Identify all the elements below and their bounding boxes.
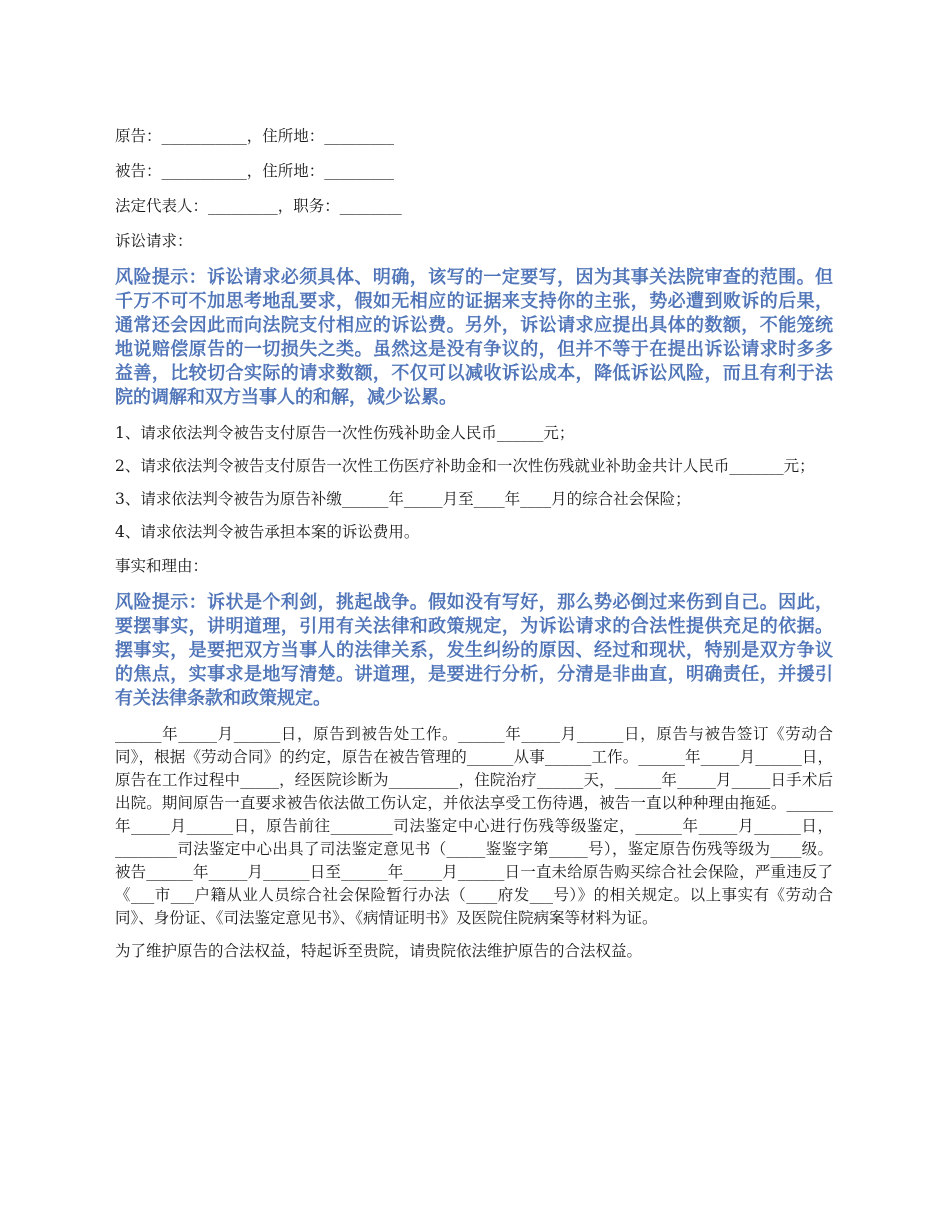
claim-item-4: 4、请求依法判令被告承担本案的诉讼费用。 [115,523,420,541]
claim-item-2: 2、请求依法判令被告支付原告一次性工伤医疗补助金和一次性伤残就业补助金共计人民币_______元； [115,457,815,475]
defendant-line: 被告：___________，住所地：_________ [115,162,395,180]
claim-item-1: 1、请求依法判令被告支付原告一次性伤残补助金人民币______元； [115,424,575,442]
closing-statement: 为了维护原告的合法权益，特起诉至贵院，请贵院依法维护原告的合法权益。 [115,942,643,960]
claim-item-3: 3、请求依法判令被告为原告补缴______年_____月至____年____月的综合社会保险； [115,490,691,508]
plaintiff-line: 原告：___________，住所地：_________ [115,127,395,145]
facts-risk-warning: 风险提示：诉状是个利剑，挑起战争。假如没有写好，那么势必倒过来伤到自己。因此，要摆事实，讲明道理，引用有关法律和政策规定，为诉讼请求的合法性提供充足的依据。摆事实，是要把双方当事人的法律关系，发生纠纷的原因、经过和现状，特别是双方争议的焦点，实事求是地写清楚。讲道理，是要进行分析，分清是非曲直，明确责任，并援引有关法律条款和政策规定。 [115,592,833,709]
legal-representative-line: 法定代表人：_________，职务：________ [115,197,402,215]
claims-heading: 诉讼请求： [115,232,193,250]
facts-heading: 事实和理由： [115,557,209,575]
claims-risk-warning: 风险提示：诉讼请求必须具体、明确，该写的一定要写，因为其事关法院审查的范围。但千万不可不加思考地乱要求，假如无相应的证据来支持你的主张，势必遭到败诉的后果，通常还会因此而向法院支付相应的诉讼费。另外，诉讼请求应提出具体的数额，不能笼统地说赔偿原告的一切损失之类。虽然这是没有争议的，但并不等于在提出诉讼请求时多多益善，比较切合实际的请求数额，不仅可以减收诉讼成本，降低诉讼风险，而且有利于法院的调解和双方当事人的和解，减少讼累。 [115,267,833,408]
complaint-document [115,124,833,973]
facts-body: ______年_____月______日，原告到被告处工作。______年_____月______日，原告与被告签订《劳动合同》，根据《劳动合同》的约定，原告在被告管理的______从事______工作。______年_____月______日，原告在工作过程中_____，经医院诊断为_________，住院治疗______天，______年_____月_____日手术后出院。期间原告一直要求被告依法做工伤认定，并依法享受工伤待遇，被告一直以种种理由拖延。______年_____月______日，原告前往________司法鉴定中心进行伤残等级鉴定，______年_____月______日，________司法鉴定中心出具了司法鉴定意见书（_____鉴鉴字第_____号），鉴定原告伤残等级为____级。被告______年_____月______日至______年_____月______日一直未给原告购买综合社会保险，严重违反了《___市___户籍从业人员综合社会保险暂行办法（____府发___号）》的相关规定。以上事实有《劳动合同》、身份证、《司法鉴定意见书》、《病情证明书》及医院住院病案等材料为证。 [115,725,833,927]
